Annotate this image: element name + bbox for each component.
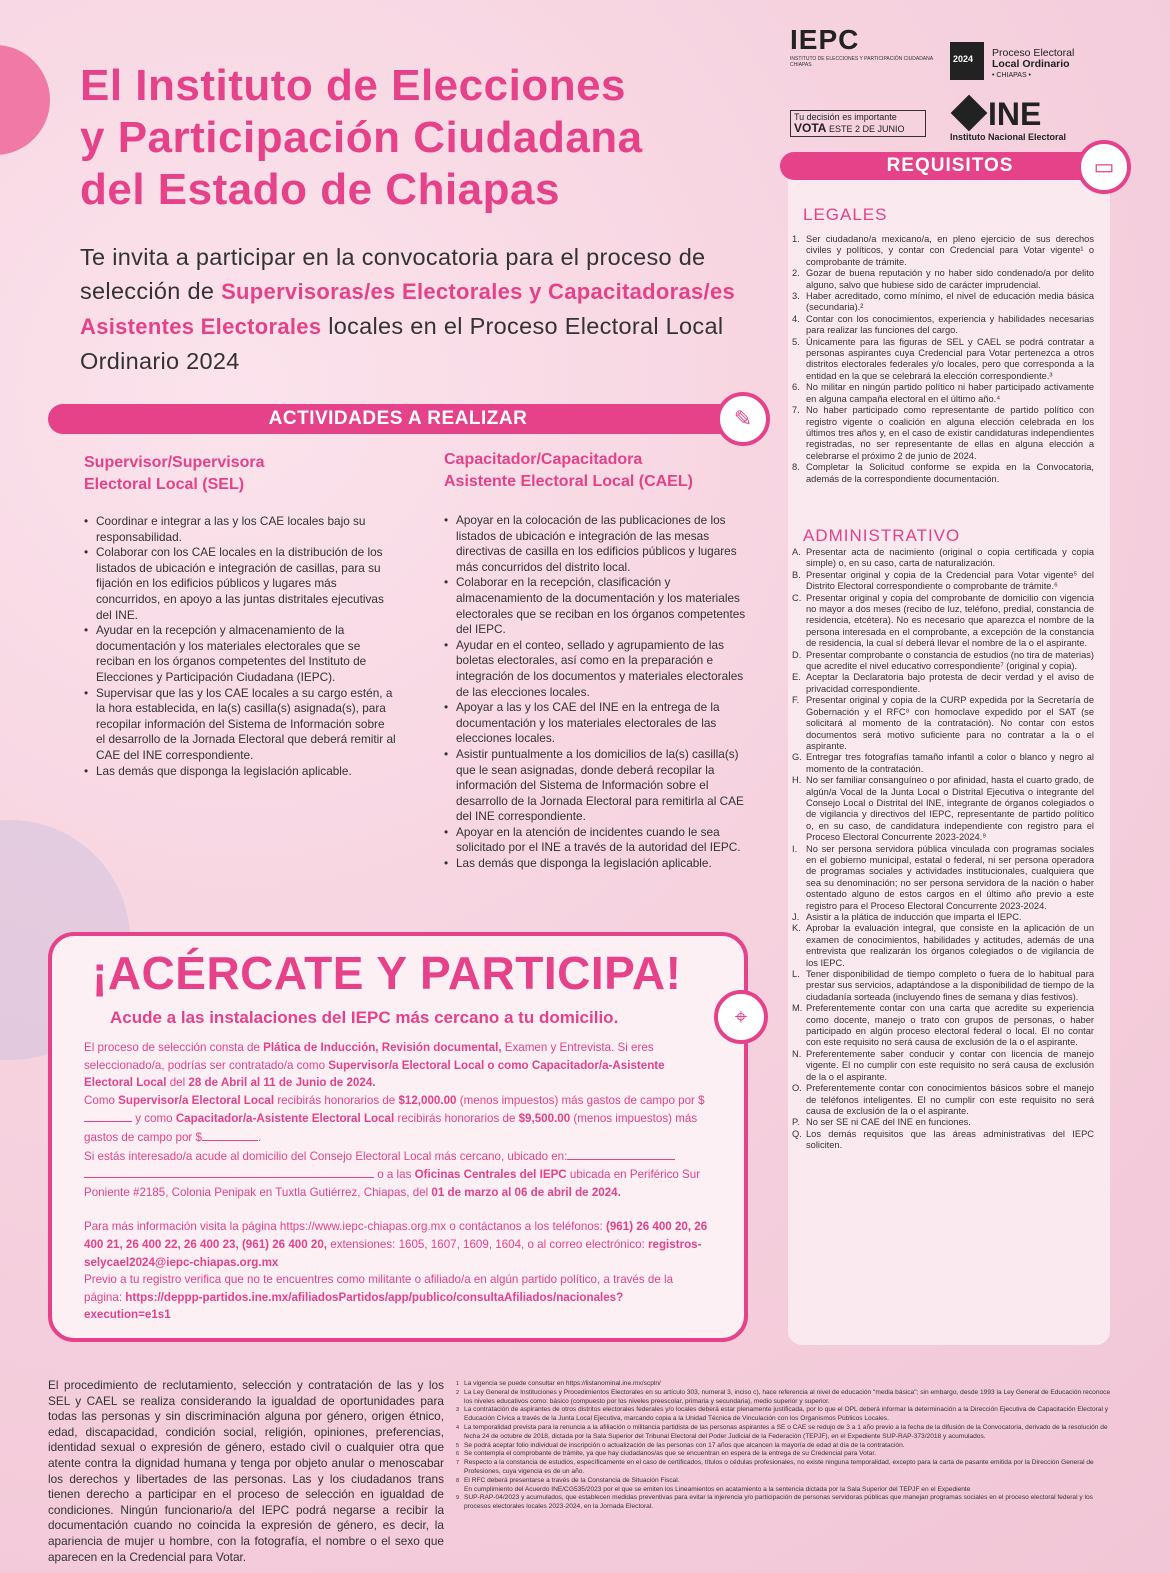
text-bold: Supervisor/a Electoral Local <box>118 1093 275 1107</box>
list-item: • Colaborar en la recepción, clasificación y almacenamiento de la documentación y los materiales electorales que se reciban en los órganos competentes del IEPC. <box>456 575 758 637</box>
item-text: Gozar de buena reputación y no haber sido condenado/a por delito alguno, salvo que hubiese sido de carácter imprudencial. <box>806 268 1094 290</box>
item-text: Presentar acta de nacimiento (original o copia certificada y copia simple) o, en su caso, carta de naturalización. <box>806 547 1094 569</box>
process-paragraph <box>84 1039 708 1092</box>
item-number: 4 <box>456 1424 460 1431</box>
text-bold: $9,500.00 <box>518 1112 571 1126</box>
item-number: 3 <box>456 1407 460 1414</box>
ine-logo-subtitle: Instituto Nacional Electoral <box>950 132 1067 142</box>
footnotes <box>456 1380 1116 1512</box>
list-item: • Ayudar en el conteo, sellado y agrupamiento de las boletas electorales, así como en la preparación e integración de los documentos y materiales electorales de las elecciones locales. <box>456 638 758 700</box>
invite-highlight: Supervisoras/es Electorales y Capacitadoras/es Asistentes Electorales <box>80 279 736 339</box>
text: Previo a tu registro verifica que no te encuentres como militante o afiliado/a en algún partido político, a través de la página: <box>84 1273 674 1304</box>
item-number: 7 <box>456 1460 460 1467</box>
item-number: 6. <box>792 382 800 393</box>
list-item <box>456 1459 1116 1477</box>
invitation-text <box>80 240 740 378</box>
item-number: 9 <box>456 1495 460 1502</box>
list-item <box>792 268 1094 291</box>
list-item <box>456 1494 1116 1512</box>
list-item <box>456 1477 1116 1486</box>
item-text: Respecto a la constancia de estudios, específicamente en el caso de certificados, títulos o cédulas profesionales, no existe ninguna temporalidad, excepto para la carta de pasante emitida por la Dirección General de Profesiones, cuya vigencia es de un año. <box>464 1459 1094 1475</box>
item-number: G. <box>792 752 802 763</box>
blank-line <box>202 1128 258 1141</box>
text: extensiones: 1605, 1607, 1609, 1604, o al correo electrónico: <box>327 1237 649 1251</box>
pe-line-3: • CHIAPAS • <box>992 72 1032 79</box>
title-line-1: El Instituto de Elecciones <box>80 61 627 110</box>
item-text: No ser SE ni CAE del INE en funciones. <box>806 1117 971 1128</box>
item-number: 8. <box>792 462 800 473</box>
text-bold: Capacitador/a-Asistente Electoral Local <box>175 1112 395 1126</box>
ine-logo-text: INE <box>988 96 1042 132</box>
item-number: D. <box>792 649 802 660</box>
item-text: Preferentemente saber conducir y contar con licencia de manejo vigente. El no cumplir con este requisito no será causa de exclusión de la o el aspirante. <box>806 1048 1094 1082</box>
list-item <box>792 775 1094 843</box>
item-text: No haber participado como representante de partido político con registro vigente o coalición en alguna elección celebrada en los últimos tres años y, en el caso de existir candidaturas independientes registradas, no ser representante de ellas en alguna elección a celebrarse el próximo 2 de junio de 2024. <box>806 405 1094 461</box>
text-bold: Oficinas Centrales del IEPC <box>414 1168 567 1182</box>
list-item <box>792 1083 1094 1117</box>
item-text: Asistir a la plática de inducción que imparta el IEPC. <box>806 912 1022 922</box>
cael-title-line-1: Capacitador/Capacitadora <box>444 451 643 468</box>
list-item <box>456 1389 1116 1407</box>
invite-pre: Te invita a participar en la convocatoria para el proceso de selección de <box>80 244 706 304</box>
sel-title <box>84 452 265 496</box>
item-text: SUP-RAP-04/2023 y acumulados, que establecen medidas preventivas para evitar la injerencia y/o participación de personas servidoras públicas que manejan programas sociales en el proceso electoral federal y los procesos electorales locales 2023-2024, en la Jornada Electoral. <box>464 1494 1093 1511</box>
text: Examen y Entrevista. Si eres seleccionado/a, podrías ser contratado/a como <box>84 1041 654 1072</box>
item-number: J. <box>792 912 800 922</box>
iepc-logo-subtitle: INSTITUTO DE ELECCIONES Y PARTICIPACIÓN CIUDADANA CHIAPAS <box>790 56 933 68</box>
item-text: Presentar comprobante o constancia de estudios (no tira de materias) que acredite el nivel educativo correspondiente⁷ (original y copia). <box>806 649 1094 672</box>
item-number: B. <box>792 569 801 580</box>
iepc-logo <box>790 24 940 68</box>
list-item <box>792 969 1094 1003</box>
item-text: No ser persona servidora pública vinculada con programas sociales en el gobierno municipal, estatal o federal, ni ser persona operadora de programas sociales y actividades institucionales, cualquiera que sea su denominación; no ser persona servidora de la nación o haber ostentado alguno de estos cargos en el último año previo a este registro para el Proceso Electoral Concurrente 2023-2024. <box>806 843 1094 911</box>
sel-activities <box>84 514 396 779</box>
vota-word: VOTA <box>794 121 827 135</box>
list-item: • Apoyar en la colocación de las publicaciones de los listados de ubicación e integración de las mesas directivas de casilla en los edificios públicos y lugares más concurridos del distrito local. <box>456 513 758 575</box>
list-item <box>792 752 1094 775</box>
list-item: • Ayudar en la recepción y almacenamiento de la documentación y los materiales electorales que se reciban en los órganos competentes del Instituto de Elecciones y Participación Ciudadana (IEPC). <box>96 623 396 685</box>
requisitos-header: REQUISITOS <box>780 152 1120 180</box>
list-item <box>792 314 1094 337</box>
email-link[interactable]: registros-selycael2024@iepc-chiapas.org.mx <box>84 1237 702 1269</box>
list-item <box>792 570 1094 593</box>
blank-line <box>84 1109 132 1122</box>
item-text: La contratación de aspirantes de otros distritos electorales federales y/o locales deberá estar plenamente justificada, por lo que el OPL deberá informar la determinación a la Dirección Ejecutiva de Capacitación Electoral y Educación Cívica a través de la Junta Local Ejecutiva, marcando copia a la Unidad Técnica de Vinculación con los Organismos Públicos Locales. <box>464 1406 1109 1423</box>
item-number: O. <box>792 1083 802 1094</box>
item-text: Se contempla el comprobante de trámite, ya que hay ciudadanos/as que se encuentran en espera de la entrega de su Credencial para Votar. <box>464 1450 877 1458</box>
cael-title-line-2: Asistente Electoral Local (CAEL) <box>444 473 693 490</box>
list-item: • Asistir puntualmente a los domicilios de la(s) casilla(s) que le sean asignadas, donde deberá recopilar la información del Sistema de Información sobre el desarrollo de la Jornada Electoral para remitirla al CAE del INE correspondiente. <box>456 747 758 825</box>
text-bold: $12,000.00 <box>398 1093 457 1107</box>
item-number: 2 <box>456 1389 460 1396</box>
blank-line <box>84 1165 374 1178</box>
vota-line: Tu decisión es importante <box>794 112 897 122</box>
cael-activities <box>444 513 758 872</box>
text: (menos impuestos) más gastos de campo por $ <box>456 1093 705 1107</box>
address-paragraph <box>84 1147 708 1202</box>
text-bold: 28 de Abril al 11 de Junio de 2024. <box>188 1076 376 1090</box>
list-item <box>792 1117 1094 1128</box>
ballot-box-icon <box>950 42 984 80</box>
sel-title-line-2: Electoral Local (SEL) <box>84 476 245 493</box>
item-number: E. <box>792 672 801 683</box>
vota-date: ESTE 2 DE JUNIO <box>828 124 905 134</box>
list-item: • Colaborar con los CAE locales en la distribución de los listados de ubicación e integración de casillas, para su fijación en los edificios públicos y lugares más concurridos, en apoyo a las juntas distritales ejecutivas del INE. <box>96 545 396 623</box>
item-number: I. <box>792 843 798 854</box>
list-item <box>456 1486 1116 1495</box>
item-number: P. <box>792 1117 800 1128</box>
text: (menos impuestos) más gastos de campo por $ <box>84 1112 698 1144</box>
list-item <box>792 695 1094 752</box>
text-bold: Supervisor/a Electoral Local o como Capacitador/a-Asistente Electoral Local <box>84 1058 665 1090</box>
actividades-header: ACTIVIDADES A REALIZAR <box>48 404 748 434</box>
title-line-2: y Participación Ciudadana <box>80 113 643 162</box>
item-text: No militar en ningún partido político ni haber participado activamente en alguna campaña electoral en el último año.⁴ <box>806 382 1094 404</box>
list-item <box>792 1003 1094 1049</box>
item-number: L. <box>792 969 800 980</box>
verify-paragraph <box>84 1271 708 1324</box>
ine-diamond-icon <box>951 95 988 132</box>
verify-link[interactable]: https://deppp-partidos.ine.mx/afiliadosPartidos/app/publico/consultaAfiliados/nacionales?execution=e1s1 <box>84 1290 624 1322</box>
list-item <box>792 337 1094 383</box>
item-number: Q. <box>792 1128 802 1139</box>
item-text: Ser ciudadano/a mexicano/a, en pleno ejercicio de sus derechos civiles y políticos, y contar con Credencial para Votar vigente¹ o comprobante de trámite. <box>806 234 1094 267</box>
text: ubicada en Periférico Sur Poniente #2185, Colonia Penipak en Tuxtla Gutiérrez, Chiapas, del <box>84 1168 701 1199</box>
item-number: C. <box>792 592 802 603</box>
item-number: 1 <box>456 1381 460 1387</box>
item-text: Entregar tres fotografías tamaño infantil a color o blanco y negro al momento de la contratación. <box>806 752 1094 774</box>
blank-line <box>567 1147 675 1160</box>
list-item <box>456 1424 1116 1442</box>
list-item <box>792 291 1094 314</box>
text: y como <box>132 1112 176 1126</box>
list-item <box>456 1442 1116 1451</box>
list-item: • Apoyar en la atención de incidentes cuando le sea solicitado por el INE a través de la autoridad del IEPC. <box>456 825 758 856</box>
list-item: • Supervisar que las y los CAE locales a su cargo estén, a la hora establecida, en la(s) casilla(s) asignada(s), para recopilar información del Sistema de Información sobre el desarrollo de la Jornada Electoral que deberá remitir al CAE del INE correspondiente. <box>96 686 396 764</box>
list-item <box>792 923 1094 969</box>
list-item <box>792 462 1094 485</box>
fees-paragraph: Como Supervisor/a Electoral Local recibirás honorarios de $12,000.00 (menos impuestos) más gastos de campo por $ y como Capacitador/a-Asistente Electoral Local recibirás honorarios de $9,500.00 (menos impuestos) más gastos de campo por $ . <box>84 1093 705 1144</box>
folder-icon: ▭ <box>1077 140 1131 194</box>
item-text: Contar con los conocimientos, experiencia y habilidades necesarias para realizar las funciones del cargo. <box>806 313 1094 336</box>
item-number: H. <box>792 775 802 786</box>
acercate-subtitle: Acude a las instalaciones del IEPC más cercano a tu domicilio. <box>110 1008 619 1027</box>
item-number: M. <box>792 1003 803 1014</box>
legales-title: LEGALES <box>803 205 888 224</box>
list-item <box>792 1049 1094 1083</box>
list-item <box>456 1380 1116 1389</box>
vota-badge <box>790 110 926 137</box>
text-bold: 01 de marzo al 06 de abril de 2024. <box>431 1185 621 1199</box>
item-text: No ser familiar consanguíneo o por afinidad, hasta el cuarto grado, de algún/a Vocal de la Junta Local o Distrital Ejecutiva o integrante del Consejo Local o Distrital del INE, integrante de órganos colegiados o de vigilancia y directivos del IEPC, representante de partido político o, en su caso, de candidatura independiente con registro para el Proceso Electoral Concurrente 2023-2024.⁹ <box>806 775 1094 843</box>
list-item: • Las demás que disponga la legislación aplicable. <box>96 764 396 780</box>
item-number: 6 <box>456 1451 460 1458</box>
list-item: • Las demás que disponga la legislación aplicable. <box>456 856 758 872</box>
location-pin-icon: ⌖ <box>714 990 768 1044</box>
text: recibirás honorarios de <box>394 1112 519 1126</box>
list-item <box>792 912 1094 923</box>
list-item <box>792 844 1094 912</box>
item-text: Presentar original y copia de la CURP expedida por la Secretaría de Gobernación y el RFC⁸ con homoclave expedido por el SAT (se solicitará al momento de la contratación). No contar con estos documentos será motivo suficiente para no contratar a la o el aspirante. <box>806 695 1094 751</box>
item-number: 5. <box>792 336 800 347</box>
item-number: N. <box>792 1048 802 1059</box>
item-number: 2. <box>792 268 800 279</box>
item-number: 5 <box>456 1442 460 1449</box>
iepc-logo-text: IEPC <box>790 24 860 55</box>
item-number: 4. <box>792 313 800 324</box>
item-number: 7. <box>792 405 800 416</box>
pe-line-2: Local Ordinario <box>992 58 1070 70</box>
list-item <box>792 1129 1094 1152</box>
text: El proceso de selección consta de <box>84 1041 264 1054</box>
item-number: 1. <box>792 234 800 244</box>
item-text: Preferentemente contar con conocimientos básicos sobre el manejo de teléfonos inteligentes. El no cumplir con este requisito no será causa de exclusión de la o el aspirante. <box>806 1083 1094 1116</box>
item-text: Los demás requisitos que las áreas administrativas del IEPC soliciten. <box>806 1128 1094 1151</box>
list-item: • Coordinar e integrar a las y los CAE locales bajo su responsabilidad. <box>96 514 396 545</box>
logos <box>790 20 1120 145</box>
list-item: • Apoyar a las y los CAE del INE en la entrega de la documentación y los materiales electorales de las elecciones locales. <box>456 700 758 747</box>
list-item <box>792 547 1094 570</box>
pe-line-1: Proceso Electoral <box>992 47 1075 59</box>
list-item <box>792 593 1094 650</box>
item-text: Presentar original y copia del comprobante de domicilio con vigencia no mayor a dos meses (recibo de luz, teléfono, predial, constancia de residencia, etcétera). No es necesario que aparezca el nombre de la persona interesada en el comprobante, a excepción de la constancia de residencia, la cual sí deberá llevar el nombre de la o el aspirante. <box>806 592 1094 649</box>
item-text: La Ley General de Instituciones y Procedimientos Electorales en su artículo 303, numeral 3, inciso c), hace referencia al nivel de educación "media básica"; sin embargo, desde 1993 la Ley General de Educación reconoce los niveles educativos como: básico (compuesto por los niveles preescolar, primaria y secundaria), medio superior y superior. <box>464 1388 1111 1405</box>
administrativo-title: ADMINISTRATIVO <box>803 526 961 545</box>
list-item <box>792 650 1094 673</box>
item-text: Preferentemente contar con una carta que acredite su experiencia como docente, manejo o trato con grupos de personas, o haber participado en algún proceso electoral federal o local. El no contar con este requisito no será causa de exclusión de la o el aspirante. <box>806 1003 1094 1048</box>
item-number: F. <box>792 695 800 706</box>
item-text: Aceptar la Declaratoria bajo protesta de decir verdad y el aviso de privacidad correspondiente. <box>806 672 1094 694</box>
item-text: Tener disponibilidad de tiempo completo o fuera de lo habitual para prestar sus servicios, adaptándose a la disponibilidad de tiempo de la ciudadanía sorteada (incluyendo fines de semana y días festivos). <box>806 969 1094 1002</box>
list-item <box>456 1406 1116 1424</box>
item-number: 8 <box>456 1477 460 1484</box>
pencil-icon: ✎ <box>716 392 770 446</box>
administrativo-list <box>792 547 1094 1152</box>
list-item <box>792 672 1094 695</box>
phones: (961) 26 400 20, 26 400 21, 26 400 22, 26 400 23, (961) 26 400 20, <box>84 1220 708 1251</box>
item-number: 3. <box>792 291 800 302</box>
decorative-shape <box>0 45 50 155</box>
acercate-title: ¡ACÉRCATE Y PARTICIPA! <box>92 947 682 999</box>
item-text: La vigencia se puede consultar en https://listanominal.ine.mx/scpln/ <box>464 1380 661 1387</box>
acercate-body <box>84 1039 708 1324</box>
contact-paragraph <box>84 1218 708 1271</box>
item-text: Se podrá aceptar folio individual de inscripción o actualización de las personas con 17 años que alcancen la mayoría de edad al día de la contratación. <box>464 1441 905 1449</box>
item-text: La temporalidad prevista para la renuncia a la afiliación o militancia partidista de las personas aspirantes a SE o CAE se redujo de 3 a 1 año previo a la fecha de la difusión de la Convocatoria, derivado de la resolución de fecha 24 de octubre de 2018, dictada por la Sala Superior del Tribunal Electoral del Poder Judicial de la Federación (TEPJF), en el Expediente SUP-RAP-373/2018 y acumulados. <box>464 1423 1108 1440</box>
pe-year: 2024 <box>953 54 974 64</box>
invite-post: locales en el Proceso Electoral Local Ordinario 2024 <box>80 313 724 374</box>
item-text: En cumplimiento del Acuerdo INE/CG535/2023 por el que se emiten los Lineamientos en acatamiento a la sentencia dictada por la Sala Superior del TEPJF en el Expediente <box>464 1485 971 1493</box>
equality-statement: El procedimiento de reclutamiento, selección y contratación de las y los SEL y CAEL se realiza considerando la igualdad de oportunidades para todas las personas y sin discriminación alguna por género, origen étnico, edad, discapacidad, condición social, religión, opiniones, preferencias, identidad sexual o expresión de género, estado civil o cualquier otra que atente contra la dignidad humana y tenga por objeto anular o menoscabar los derechos y libertades de las personas. Las y los ciudadanos trans tienen derecho a participar en el proceso de selección en igualdad de condiciones. Ningún funcionario/a del IEPC podrá negarse a recibir la documentación cuando no coincida la expresión de género, es decir, la apariencia de mujer u hombre, con la fotografía, el nombre o el sexo que aparecen en la Credencial para Votar. <box>48 1378 444 1564</box>
title-line-3: del Estado de Chiapas <box>80 165 560 214</box>
item-text: El RFC deberá presentarse a través de la Constancia de Situación Fiscal. <box>464 1476 680 1484</box>
item-number: K. <box>792 923 801 934</box>
text: Para más información visita la página https://www.iepc-chiapas.org.mx o contáctanos a los teléfonos: <box>84 1220 606 1234</box>
item-text: Únicamente para las figuras de SEL y CAEL se podrá contratar a personas aspirantes cuya Credencial para Votar pertenezca a otros distritos electorales federales y/o locales, pero que corresponda a la entidad en la que se celebrará la elección correspondiente.³ <box>806 336 1094 381</box>
list-item <box>792 234 1094 268</box>
list-item <box>792 382 1094 405</box>
sel-title-line-1: Supervisor/Supervisora <box>84 454 265 471</box>
page-title <box>80 60 740 216</box>
item-number: A. <box>792 547 801 557</box>
text: recibirás honorarios de <box>274 1093 399 1107</box>
item-text: Aprobar la evaluación integral, que consiste en la aplicación de un examen de conocimientos, habilidades y actitudes, además de una entrevista que realizarán los órganos colegiados o de vigilancia de los IEPC. <box>806 923 1094 968</box>
text: Como <box>84 1093 119 1107</box>
text-bold: Plática de Inducción, Revisión documental, <box>263 1041 502 1054</box>
text: del <box>166 1076 189 1090</box>
list-item <box>456 1450 1116 1459</box>
cael-title <box>444 449 693 493</box>
legales-list <box>792 234 1094 485</box>
item-text: Presentar original y copia de la Credencial para Votar vigente⁵ del Distrito Electoral correspondiente o comprobante de trámite.⁶ <box>806 569 1094 592</box>
text: o a las <box>374 1168 415 1182</box>
text: Si estás interesado/a acude al domicilio del Consejo Electoral Local más cercano, ubicado en: <box>84 1149 568 1163</box>
item-text: Completar la Solicitud conforme se expida en la Convocatoria, además de la correspondiente documentación. <box>806 462 1094 484</box>
list-item <box>792 405 1094 462</box>
item-text: Haber acreditado, como mínimo, el nivel de educación media básica (secundaria).² <box>806 291 1094 313</box>
